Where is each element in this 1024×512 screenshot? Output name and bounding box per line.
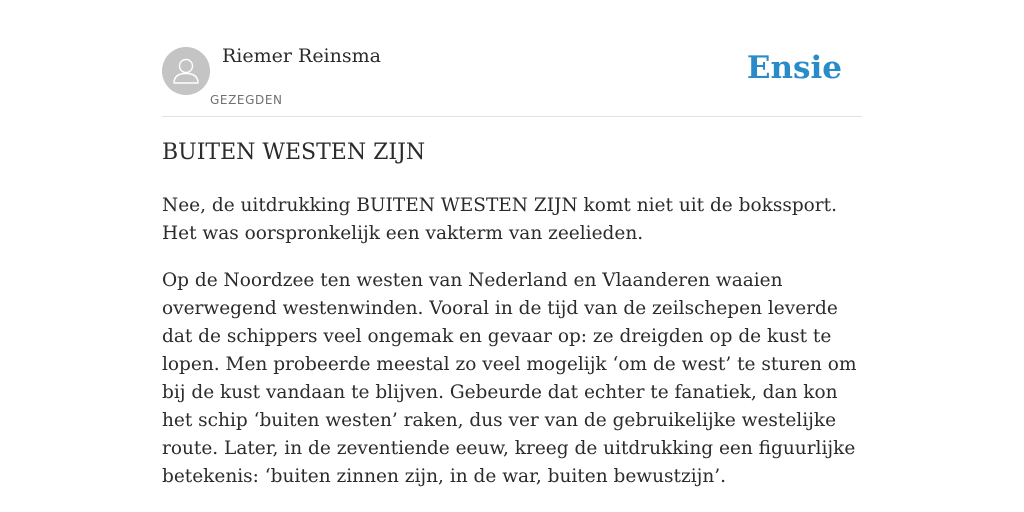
article-title: BUITEN WESTEN ZIJN — [162, 140, 426, 165]
article-paragraph: Op de Noordzee ten westen van Nederland en Vlaanderen waaien overwegend westenwinden. Vooral in de tijd van de zeilschepen leverde dat de schippers veel ongemak en gevaar op: ze dreigden op de kust te lopen. Men probeerde meestal zo veel mogelijk ‘om de west’ te sturen om bij de kust vandaan te blijven. Gebeurde dat echter te fanatiek, dan kon het schip ‘buiten westen’ raken, dus ver van de gebruikelijke westelijke route. Later, in de zeventiende eeuw, kreeg de uitdrukking een figuurlijke betekenis: ‘buiten zinnen zijn, in de war, buiten bewustzijn’. — [162, 270, 857, 487]
site-logo[interactable]: Ensie — [746, 50, 842, 86]
author-link[interactable]: Riemer Reinsma — [222, 45, 381, 67]
user-silhouette-icon — [162, 47, 210, 95]
page-header — [162, 0, 862, 117]
article-paragraph: Nee, de uitdrukking BUITEN WESTEN ZIJN komt niet uit de bokssport. Het was oorspronkelijk een vakterm van zeelieden. — [162, 195, 837, 244]
avatar[interactable] — [162, 47, 210, 95]
page — [162, 0, 862, 512]
category-label[interactable]: GEZEGDEN — [210, 93, 283, 107]
article-body — [162, 192, 862, 510]
